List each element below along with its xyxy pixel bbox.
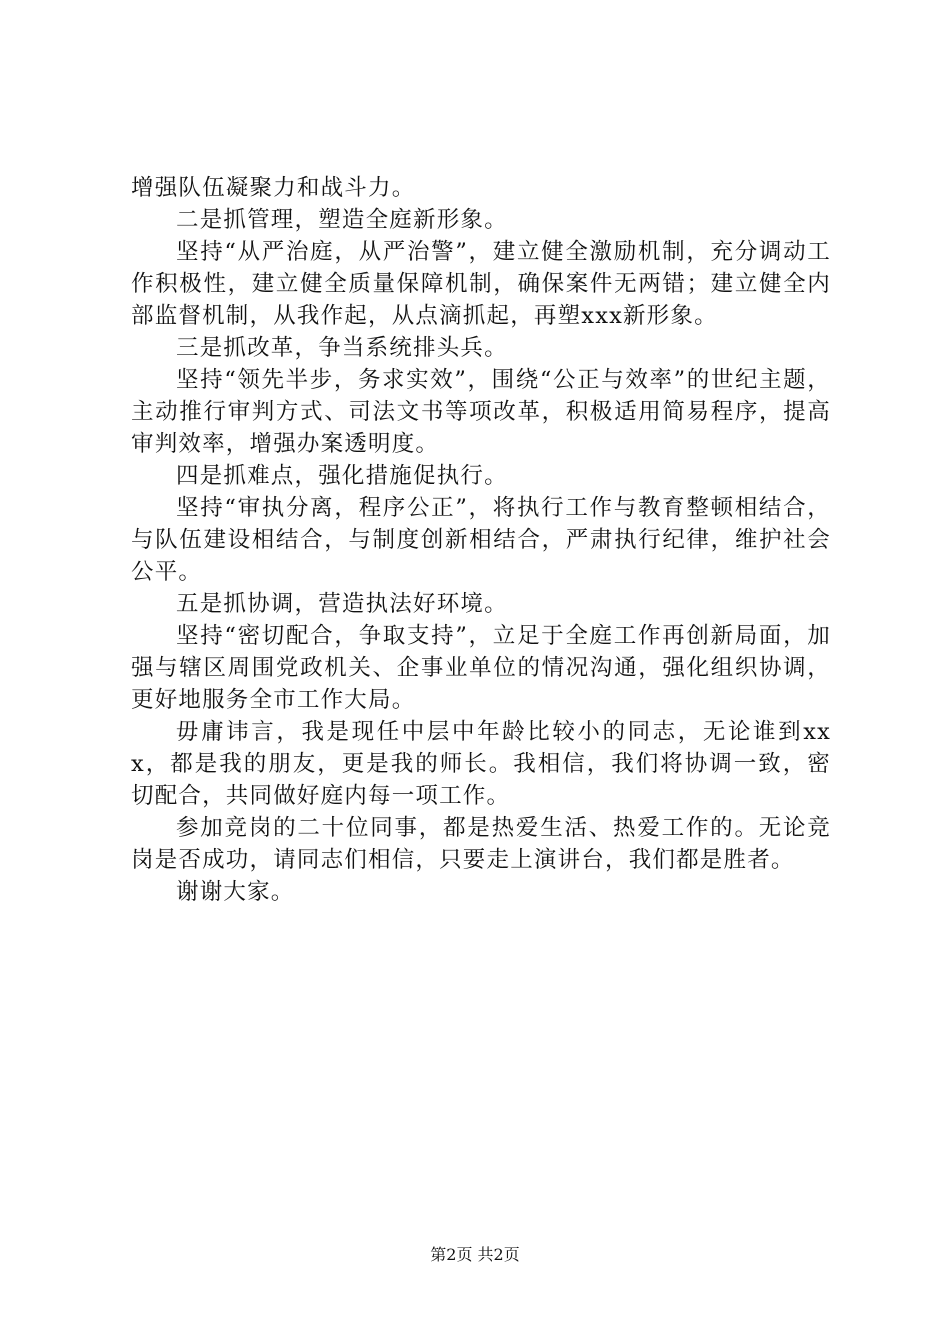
heading-point-two: 二是抓管理，塑造全庭新形象。 [176, 207, 508, 233]
paragraph-thanks: 谢谢大家。 [176, 879, 295, 905]
document-body [131, 172, 831, 908]
paragraph-point-two: 坚持“从严治庭，从严治警”，建立健全激励机制，充分调动工作积极性，建立健全质量保障机制，确保案件无两错；建立健全内部监督机制，从我作起，从点滴抓起，再塑xxx新形象。 [131, 239, 831, 329]
heading-point-five: 五是抓协调，营造执法好环境。 [176, 591, 508, 617]
heading-point-three: 三是抓改革，争当系统排头兵。 [176, 335, 508, 361]
paragraph-point-three: 坚持“领先半步，务求实效”，围绕“公正与效率”的世纪主题，主动推行审判方式、司法文书等项改革，积极适用简易程序，提高审判效率，增强办案透明度。 [131, 367, 831, 457]
heading-point-four: 四是抓难点，强化措施促执行。 [176, 463, 508, 489]
paragraph-closing-1: 毋庸讳言，我是现任中层中年龄比较小的同志，无论谁到xxx，都是我的朋友，更是我的师长。我相信，我们将协调一致，密切配合，共同做好庭内每一项工作。 [131, 719, 831, 809]
page-number-footer: 第2页 共2页 [430, 1245, 520, 1264]
paragraph-closing-2: 参加竞岗的二十位同事，都是热爱生活、热爱工作的。无论竞岗是否成功，请同志们相信，只要走上演讲台，我们都是胜者。 [131, 815, 831, 873]
paragraph-point-five: 坚持“密切配合，争取支持”，立足于全庭工作再创新局面，加强与辖区周围党政机关、企事业单位的情况沟通，强化组织协调，更好地服务全市工作大局。 [131, 623, 831, 713]
paragraph-point-four: 坚持“审执分离，程序公正”，将执行工作与教育整顿相结合，与队伍建设相结合，与制度创新相结合，严肃执行纪律，维护社会公平。 [131, 495, 831, 585]
paragraph-continuation: 增强队伍凝聚力和战斗力。 [131, 175, 416, 201]
